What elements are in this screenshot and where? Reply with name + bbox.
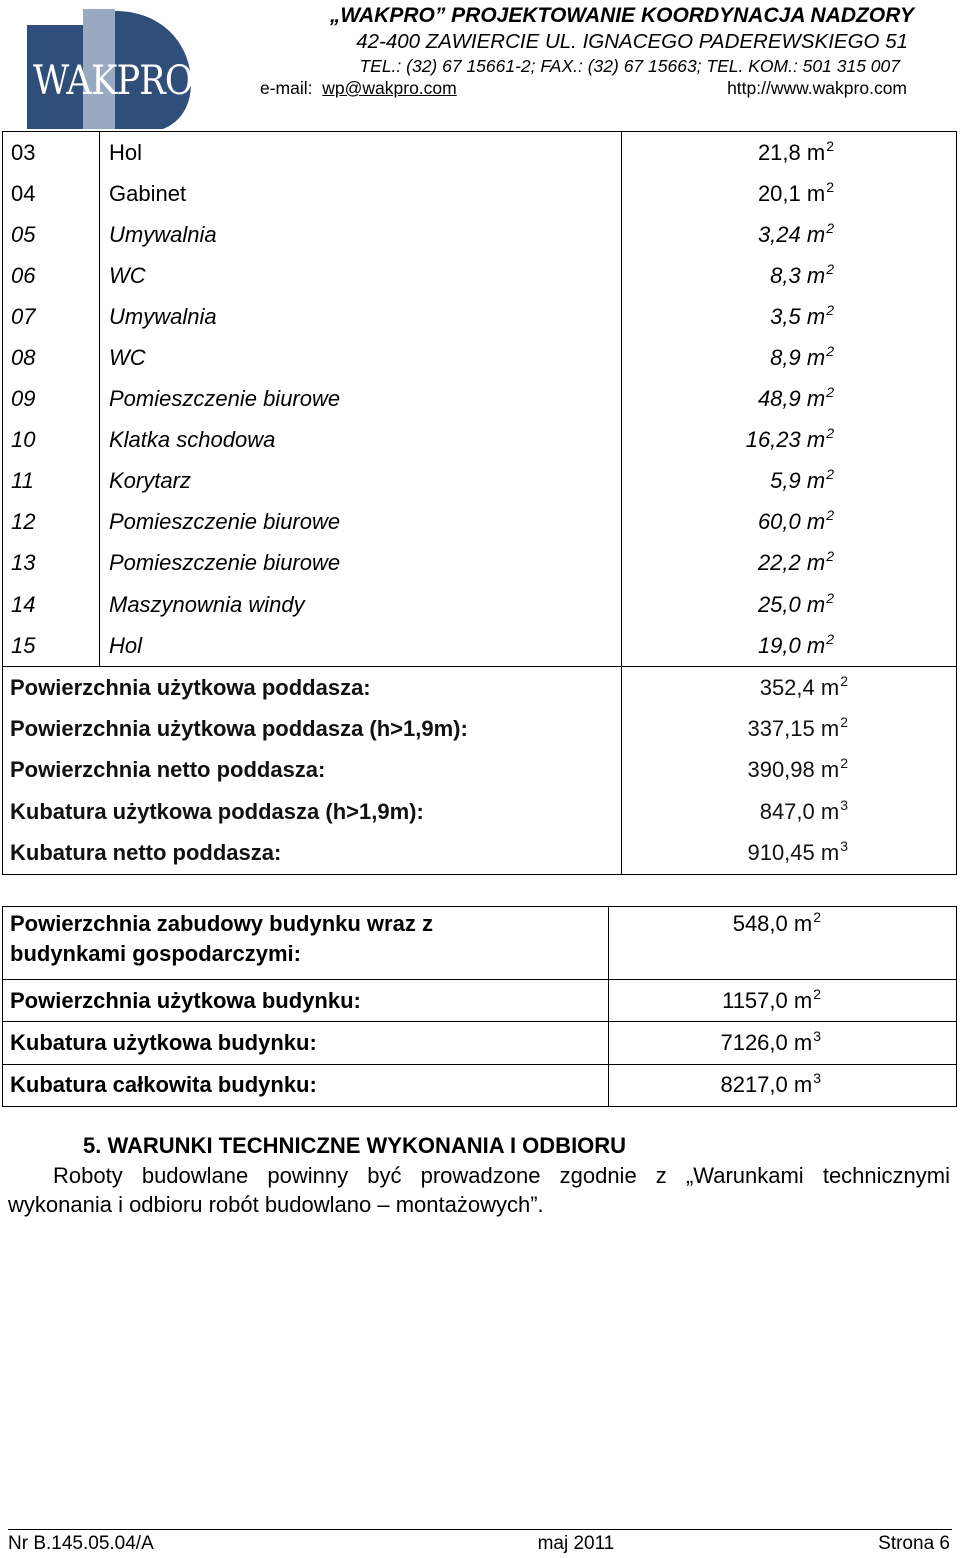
room-number: 15 [3, 625, 100, 667]
area-exponent: 2 [826, 630, 834, 647]
room-number: 06 [3, 255, 100, 296]
value-text: 548,0 m [732, 911, 813, 936]
room-name: Hol [100, 132, 622, 174]
value-exponent: 3 [840, 838, 848, 855]
area-exponent: 2 [826, 178, 834, 195]
room-number: 04 [3, 173, 100, 214]
email-link[interactable]: wp@wakpro.com [322, 78, 457, 98]
summary-value [609, 980, 957, 1022]
label-line: Powierzchnia zabudowy budynku wraz z [10, 911, 433, 936]
table-row [3, 1022, 957, 1064]
room-name: Pomieszczenie biurowe [109, 386, 341, 412]
room-area [622, 543, 957, 584]
label-line: budynkami gospodarczymi: [10, 941, 301, 966]
room-name: Pomieszczenie biurowe [109, 509, 341, 535]
area-value: 16,23 m [745, 427, 826, 453]
document-number: Nr B.145.05.04/A [8, 1533, 154, 1554]
area-value: 25,0 m [757, 591, 826, 617]
table-row [3, 543, 957, 584]
summary-label [3, 907, 609, 980]
value-exponent: 2 [813, 985, 821, 1002]
room-area [622, 420, 957, 461]
summary-value [622, 709, 957, 750]
table-row [3, 791, 957, 832]
area-exponent: 2 [826, 466, 834, 483]
company-address: 42-400 ZAWIERCIE UL. IGNACEGO PADEREWSKIEGO 51 [356, 30, 908, 53]
value-exponent: 3 [813, 1070, 821, 1087]
value-text: 7126,0 m [720, 1029, 813, 1055]
room-name: Korytarz [109, 468, 191, 494]
value-exponent: 2 [840, 755, 848, 772]
value-exponent: 2 [813, 909, 821, 925]
table-row [3, 502, 957, 543]
logo-text: WAKPRO [33, 58, 193, 104]
room-name: WC [109, 345, 146, 371]
table-row [3, 214, 957, 255]
table-row [3, 907, 957, 980]
area-exponent: 2 [826, 507, 834, 524]
summary-value [622, 791, 957, 832]
contact-line [260, 78, 907, 99]
table-row [3, 461, 957, 502]
table-row [3, 625, 957, 667]
area-value: 22,2 m [757, 550, 826, 576]
table-row [3, 832, 957, 874]
area-value: 3,5 m [770, 303, 826, 329]
room-area [622, 255, 957, 296]
room-name: Gabinet [109, 180, 187, 206]
table-row [3, 1064, 957, 1106]
area-exponent: 2 [826, 384, 834, 401]
summary-value [622, 832, 957, 874]
area-exponent: 2 [826, 589, 834, 606]
value-text: 390,98 m [747, 757, 840, 783]
summary-label: Kubatura użytkowa budynku: [3, 1022, 609, 1064]
area-exponent: 2 [826, 260, 834, 277]
section-body: Roboty budowlane powinny być prowadzone zgodnie z „Warunkami technicznymi wykonania i odbioru robót budowlano – montażowych”. [8, 1163, 950, 1217]
room-number: 13 [3, 543, 100, 584]
room-name: Maszynownia windy [109, 591, 305, 617]
summary-value [622, 667, 957, 709]
table-row [3, 709, 957, 750]
table-row [3, 584, 957, 625]
table-row [3, 667, 957, 709]
value-text: 8217,0 m [720, 1072, 813, 1098]
room-name: WC [109, 262, 146, 288]
summary-label: Kubatura netto poddasza: [3, 832, 622, 874]
room-area [622, 502, 957, 543]
value-text: 910,45 m [747, 840, 840, 866]
area-value: 8,3 m [770, 262, 826, 288]
room-area [622, 296, 957, 337]
section-title: 5. WARUNKI TECHNICZNE WYKONANIA I ODBIORU [83, 1133, 627, 1158]
area-value: 20,1 m [757, 180, 826, 206]
table-row [3, 132, 957, 174]
area-value: 48,9 m [757, 386, 826, 412]
room-number: 14 [3, 584, 100, 625]
room-name: Pomieszczenie biurowe [109, 550, 341, 576]
area-exponent: 2 [826, 219, 834, 236]
room-name: Klatka schodowa [109, 427, 276, 453]
summary-value [622, 750, 957, 791]
company-name: „WAKPRO” PROJEKTOWANIE KOORDYNACJA NADZORY [329, 4, 914, 27]
value-exponent: 2 [840, 672, 848, 689]
room-number: 08 [3, 337, 100, 378]
table-row [3, 255, 957, 296]
table-row [3, 379, 957, 420]
area-value: 21,8 m [757, 139, 826, 165]
value-text: 337,15 m [747, 716, 840, 742]
website-link[interactable]: http://www.wakpro.com [727, 78, 907, 98]
room-area [622, 584, 957, 625]
room-number: 12 [3, 502, 100, 543]
room-area [622, 625, 957, 667]
value-text: 1157,0 m [722, 987, 813, 1013]
area-exponent: 2 [826, 425, 834, 442]
room-area [622, 379, 957, 420]
room-name: Hol [109, 632, 143, 658]
building-summary-table [2, 906, 957, 1107]
summary-label: Powierzchnia użytkowa poddasza (h>1,9m): [3, 709, 622, 750]
value-exponent: 2 [840, 714, 848, 731]
table-row [3, 750, 957, 791]
area-value: 5,9 m [770, 468, 826, 494]
summary-label: Powierzchnia netto poddasza: [3, 750, 622, 791]
room-area [622, 214, 957, 255]
summary-value [609, 907, 957, 980]
summary-label: Kubatura całkowita budynku: [3, 1064, 609, 1106]
area-value: 3,24 m [757, 221, 826, 247]
summary-label: Powierzchnia użytkowa poddasza: [3, 667, 622, 709]
value-text: 352,4 m [759, 674, 840, 700]
area-value: 8,9 m [770, 345, 826, 371]
area-exponent: 2 [826, 343, 834, 360]
summary-value [609, 1064, 957, 1106]
table-row [3, 337, 957, 378]
room-number: 11 [3, 461, 100, 502]
footer-divider [8, 1529, 952, 1530]
summary-label: Kubatura użytkowa poddasza (h>1,9m): [3, 791, 622, 832]
room-number: 10 [3, 420, 100, 461]
room-area [622, 461, 957, 502]
table-row [3, 980, 957, 1022]
room-area [622, 132, 957, 174]
area-value: 60,0 m [757, 509, 826, 535]
document-date: maj 2011 [537, 1533, 615, 1554]
area-exponent: 2 [826, 137, 834, 154]
table-row [3, 296, 957, 337]
table-row [3, 420, 957, 461]
room-area [622, 173, 957, 214]
page-number: Strona 6 [878, 1533, 950, 1554]
room-name: Umywalnia [109, 221, 217, 247]
room-area [622, 337, 957, 378]
room-number: 05 [3, 214, 100, 255]
email-block [260, 78, 457, 99]
room-name: Umywalnia [109, 303, 217, 329]
rooms-table [2, 131, 957, 875]
value-exponent: 3 [813, 1027, 821, 1044]
email-label: e-mail: [260, 78, 313, 98]
area-value: 19,0 m [757, 632, 826, 658]
table-row [3, 173, 957, 214]
footer [8, 1533, 950, 1555]
value-exponent: 3 [840, 796, 848, 813]
area-exponent: 2 [826, 301, 834, 318]
value-text: 847,0 m [759, 798, 840, 824]
summary-label: Powierzchnia użytkowa budynku: [3, 980, 609, 1022]
room-number: 09 [3, 379, 100, 420]
room-number: 03 [3, 132, 100, 174]
area-exponent: 2 [826, 548, 834, 565]
company-phones: TEL.: (32) 67 15661-2; FAX.: (32) 67 15663; TEL. KOM.: 501 315 007 [359, 56, 900, 76]
summary-value [609, 1022, 957, 1064]
room-number: 07 [3, 296, 100, 337]
